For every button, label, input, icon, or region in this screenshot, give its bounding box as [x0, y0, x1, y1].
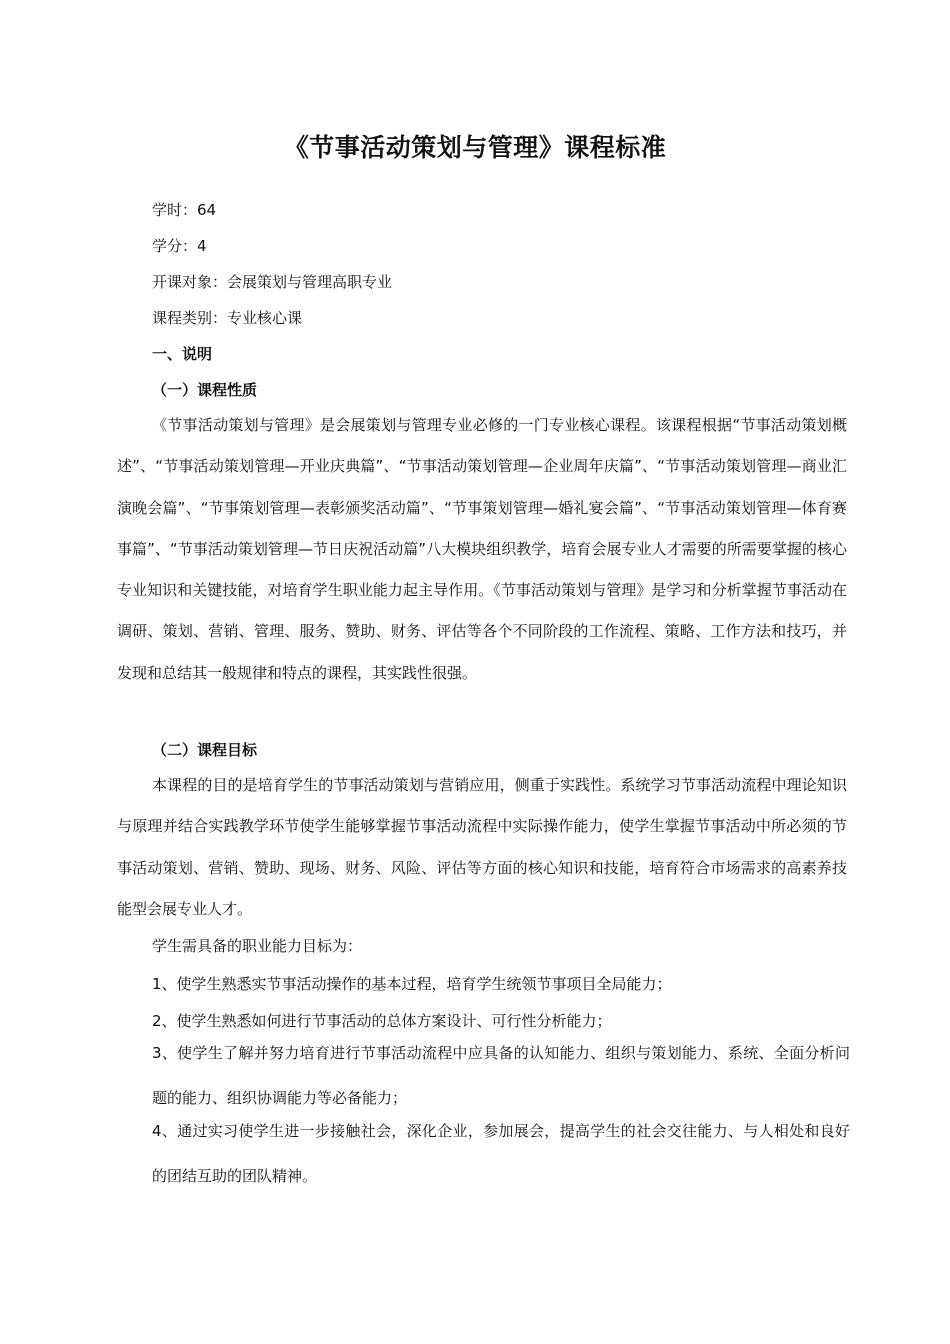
subsection-heading-goals: （二）课程目标: [152, 741, 258, 759]
course-goals-paragraph: 本课程的目的是培育学生的节事活动策划与营销应用，侧重于实践性。系统学习节事活动流程中理论知识与原理并结合实践教学环节使学生能够掌握节事活动流程中实际操作能力，使学生掌握节事活动中所必须的节事活动策划、营销、赞助、现场、财务、风险、评估等方面的核心知识和技能，培育符合市场需求的高素养技能型会展专业人才。: [117, 776, 847, 918]
meta-audience: 开课对象：会展策划与管理高职专业: [152, 273, 393, 291]
goal-item-4: 4、通过实习使学生进一步接触社会，深化企业，参加展会，提高学生的社会交往能力、与人相处和良好的团结互助的团队精神。: [152, 1122, 850, 1185]
goals-intro: 学生需具备的职业能力目标为：: [152, 937, 363, 955]
document-title: 《节事活动策划与管理》课程标准: [283, 133, 667, 162]
section-heading-explanation: 一、说明: [152, 345, 213, 363]
meta-credits: 学分：4: [152, 237, 207, 255]
meta-category: 课程类别：专业核心课: [152, 309, 303, 327]
goal-item-2: 2、使学生熟悉如何进行节事活动的总体方案设计、可行性分析能力；: [152, 1012, 612, 1030]
course-nature-paragraph: 《节事活动策划与管理》是会展策划与管理专业必修的一门专业核心课程。该课程根据“节事活动策划概述”、“节事活动策划管理—开业庆典篇”、“节事活动策划管理—企业周年庆篇”、“节事活动策划管理—商业汇演晚会篇”、“节事策划管理—表彰颁奖活动篇”、“节事策划管理—婚礼宴会篇”、“节事活动策划管理—体育赛事篇”、“节事活动策划管理—节日庆祝活动篇”八大模块组织教学，培育会展专业人才需要的所需要掌握的核心专业知识和关键技能，对培育学生职业能力起主导作用。《节事活动策划与管理》是学习和分析掌握节事活动在调研、策划、营销、管理、服务、赞助、财务、评估等各个不同阶段的工作流程、策略、工作方法和技巧，并发现和总结其一般规律和特点的课程，其实践性很强。: [117, 416, 847, 682]
meta-hours: 学时：64: [152, 201, 217, 219]
goal-item-3: 3、使学生了解并努力培育进行节事活动流程中应具备的认知能力、组织与策划能力、系统、全面分析问题的能力、组织协调能力等必备能力；: [152, 1044, 850, 1107]
subsection-heading-nature: （一）课程性质: [152, 381, 258, 399]
goal-item-1: 1、使学生熟悉实节事活动操作的基本过程，培育学生统领节事项目全局能力；: [152, 975, 672, 993]
